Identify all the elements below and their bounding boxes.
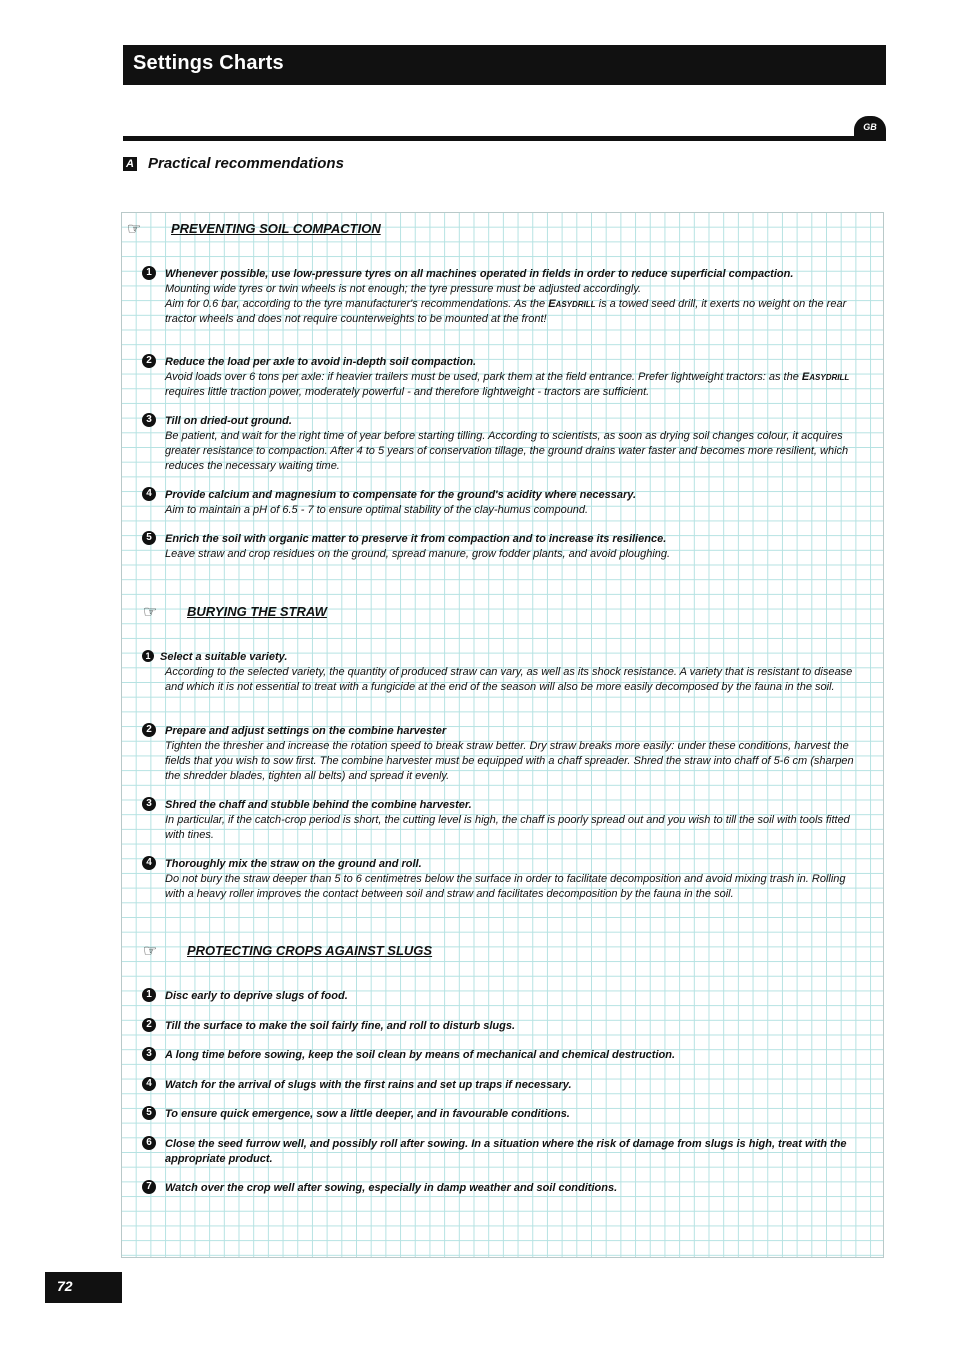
item-heading: Select a suitable variety. [160,651,288,663]
page-number: 72 [45,1272,122,1303]
number-badge: 2 [142,1018,156,1032]
page-title: Settings Charts [133,52,284,74]
number-badge: 3 [142,413,156,427]
number-badge: 4 [142,1077,156,1091]
item-body: In particular, if the catch-crop period is short, the cutting level is high, the chaff is poorly spread out and you wish to till the soil with tools fitted with tines. [165,814,850,841]
number-badge: 1 [142,988,156,1002]
block-title: PROTECTING CROPS AGAINST SLUGS [187,943,433,958]
number-badge: 4 [142,856,156,870]
number-badge: 5 [142,531,156,545]
item-body [165,297,863,327]
section-title: Practical recommendations [148,155,344,172]
item-heading: Enrich the soil with organic matter to preserve it from compaction and to increase its resilience. [165,533,667,545]
item-body [165,370,863,400]
number-badge: 5 [142,1106,156,1120]
item-body: Tighten the thresher and increase the rotation speed to break straw better. Dry straw breaks more easily: under these conditions, harvest the fields that you wish to sow first. The combine harvester must be equipped with a chaff spreader. Shred the straw into chaff of 5-6 cm (sharpen the shredder blades, tighten all belts) and spread it evenly. [165,740,854,782]
language-badge: GB [854,116,886,141]
pointing-hand-icon: ☞ [127,221,142,238]
item-body-part: Aim for 0.6 bar, according to the tyre manufacturer's recommendations. As the [165,298,549,310]
number-badge: 2 [142,723,156,737]
item-body: Leave straw and crop residues on the ground, spread manure, grow fodder plants, and avoid ploughing. [165,548,671,560]
number-badge: 1 [142,266,156,280]
block-title: PREVENTING SOIL COMPACTION [171,221,381,236]
item-heading: A long time before sowing, keep the soil clean by means of mechanical and chemical destruction. [165,1049,676,1061]
item-heading: Close the seed furrow well, and possibly roll after sowing. In a situation where the risk of damage from slugs is high, treat with the appropriate product. [165,1138,847,1165]
block-title: BURYING THE STRAW [187,604,327,619]
item-body: Be patient, and wait for the right time of year before starting tilling. According to scientists, as soon as drying soil changes colour, it acquires greater resistance to compaction. After 4 to 5 years of conservation tillage, the ground drains water faster and becomes more resilient, which reduces the necessary waiting time. [165,430,849,472]
item-heading: Thoroughly mix the straw on the ground and roll. [165,858,422,870]
number-badge: 7 [142,1180,156,1194]
item-heading: Till on dried-out ground. [165,415,292,427]
item-body: According to the selected variety, the quantity of produced straw can vary, as well as its shock resistance. A variety that is resistant to disease and which it is not essential to treat with a fungicide at the end of the season will also be more easily decomposed by the fauna in the soil. [165,666,853,693]
brand-name: Easydrill [548,298,596,310]
item-heading: Till the surface to make the soil fairly fine, and roll to disturb slugs. [165,1020,516,1032]
number-badge: 4 [142,487,156,501]
header-rule [123,136,875,141]
item-heading: Watch for the arrival of slugs with the first rains and set up traps if necessary. [165,1079,572,1091]
item-heading: Prepare and adjust settings on the combine harvester [165,725,447,737]
item-body: Do not bury the straw deeper than 5 to 6 centimetres below the surface in order to facilitate decomposition and avoid mixing trash in. Rolling with a heavy roller improves the contact between soil and straw and facilitates decomposition by the fauna in the soil. [165,873,846,900]
number-badge: 3 [142,1047,156,1061]
item-body: Aim to maintain a pH of 6.5 - 7 to ensure optimal stability of the clay-humus compound. [165,504,589,516]
item-heading: Whenever possible, use low-pressure tyres on all machines operated in fields in order to reduce superficial compaction. [165,268,794,280]
section-letter-badge: A [123,157,137,171]
item-heading: Reduce the load per axle to avoid in-depth soil compaction. [165,356,477,368]
brand-name: Easydrill [801,371,850,383]
item-heading: Shred the chaff and stubble behind the combine harvester. [165,799,472,811]
item-body-part: Avoid loads over 6 tons per axle: if heavier trailers must be used, park them at the field entrance. Prefer lightweight tractors: as the [165,371,802,383]
number-badge: 1 [142,650,154,662]
item-heading: Watch over the crop well after sowing, especially in damp weather and soil conditions. [165,1182,618,1194]
item-heading: Provide calcium and magnesium to compensate for the ground's acidity where necessary. [165,489,637,501]
header-bar [123,45,886,85]
number-badge: 2 [142,354,156,368]
item-body: Mounting wide tyres or twin wheels is not enough; the tyre pressure must be adjusted accordingly. [165,283,642,295]
item-heading: Disc early to deprive slugs of food. [165,990,348,1002]
item-body-part: is a towed seed drill, it exerts no weight on the rear tractor wheels and does not require counterweights to be mounted at the front! [165,298,847,325]
pointing-hand-icon: ☞ [143,604,158,621]
item-body-part: requires little traction power, moderately powerful - and therefore lightweight - tractors are sufficient. [165,386,650,398]
number-badge: 3 [142,797,156,811]
pointing-hand-icon: ☞ [143,943,158,960]
item-heading: To ensure quick emergence, sow a little deeper, and in favourable conditions. [165,1108,570,1120]
number-badge: 6 [142,1136,156,1150]
